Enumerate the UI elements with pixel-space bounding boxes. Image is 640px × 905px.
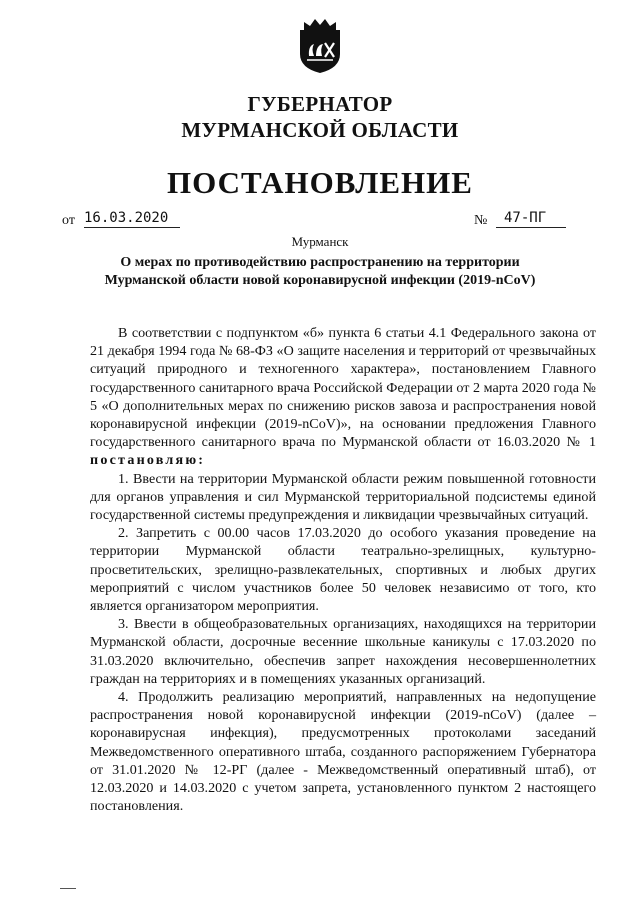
document-type-title: ПОСТАНОВЛЕНИЕ bbox=[167, 165, 473, 200]
issuer-title-line2: МУРМАНСКОЙ ОБЛАСТИ bbox=[181, 118, 459, 142]
document-subject: О мерах по противодействию распространению на территории Мурманской области новой коронавирусной инфекции (2019-nCoV) bbox=[104, 255, 536, 288]
decree-item-3: 3. Ввести в общеобразовательных организациях, находящихся на территории Мурманской области, досрочные весенние школьные каникулы с 17.03.2020 по 31.03.2020 включительно, обеспечив запрет нахождения несовершеннолетних граждан на территориях и в помещениях указанных организаций. bbox=[90, 616, 596, 687]
decree-item-2: 2. Запретить с 00.00 часов 17.03.2020 до особого указания проведение на территории Мурманской области театрально-зрелищных, культурно-просветительских, зрелищно-развлекательных, спортивных и любых других мероприятий с числом участников более 50 человек независимо от того, кто является организатором мероприятия. bbox=[90, 525, 596, 615]
resolve-word: постановляю: bbox=[90, 452, 206, 469]
date-prefix: от bbox=[62, 213, 75, 228]
issuer-title-line1: ГУБЕРНАТОР bbox=[247, 92, 393, 116]
number-prefix: № bbox=[474, 213, 488, 228]
decree-item-4: 4. Продолжить реализацию мероприятий, направленных на недопущение распространения новой коронавирусной инфекции (2019-nCoV) (далее – коронавирусная инфекция), предусмотренных протоколами заседаний Межведомственного оперативного штаба, созданного распоряжением Губернатора от 31.01.2020 № 12-РГ (далее - Межведомственный оперативный штаб), от 12.03.2020 и 14.03.2020 с учетом запрета, установленного пунктом 2 настоящего постановления. bbox=[90, 689, 596, 815]
coat-of-arms-icon bbox=[296, 16, 344, 74]
document-date: 16.03.2020 bbox=[84, 209, 180, 228]
preamble-paragraph bbox=[90, 324, 596, 470]
footer-divider bbox=[60, 888, 76, 889]
issue-place: Мурманск bbox=[291, 234, 349, 249]
decree-item-1: 1. Ввести на территории Мурманской области режим повышенной готовности для органов управления и сил Мурманской территориальной подсистемы единой государственной системы предупреждения и ликвидации чрезвычайных ситуаций. bbox=[90, 470, 596, 524]
document-body bbox=[90, 324, 596, 815]
preamble-text: В соответствии с подпунктом «б» пункта 6 статьи 4.1 Федерального закона от 21 декабря 1994 года № 68-ФЗ «О защите населения и территорий от чрезвычайных ситуаций природного и техногенного характера», постановлением Главного государственного санитарного врача Российской Федерации от 2 марта 2020 года № 5 «О дополнительных мерах по снижению рисков завоза и распространения новой коронавирусной инфекции (2019-nCoV)», на основании предложения Главного государственного санитарного врача по Мурманской области от 16.03.2020 № 1 bbox=[90, 325, 596, 451]
document-number: 47-ПГ bbox=[496, 209, 566, 228]
